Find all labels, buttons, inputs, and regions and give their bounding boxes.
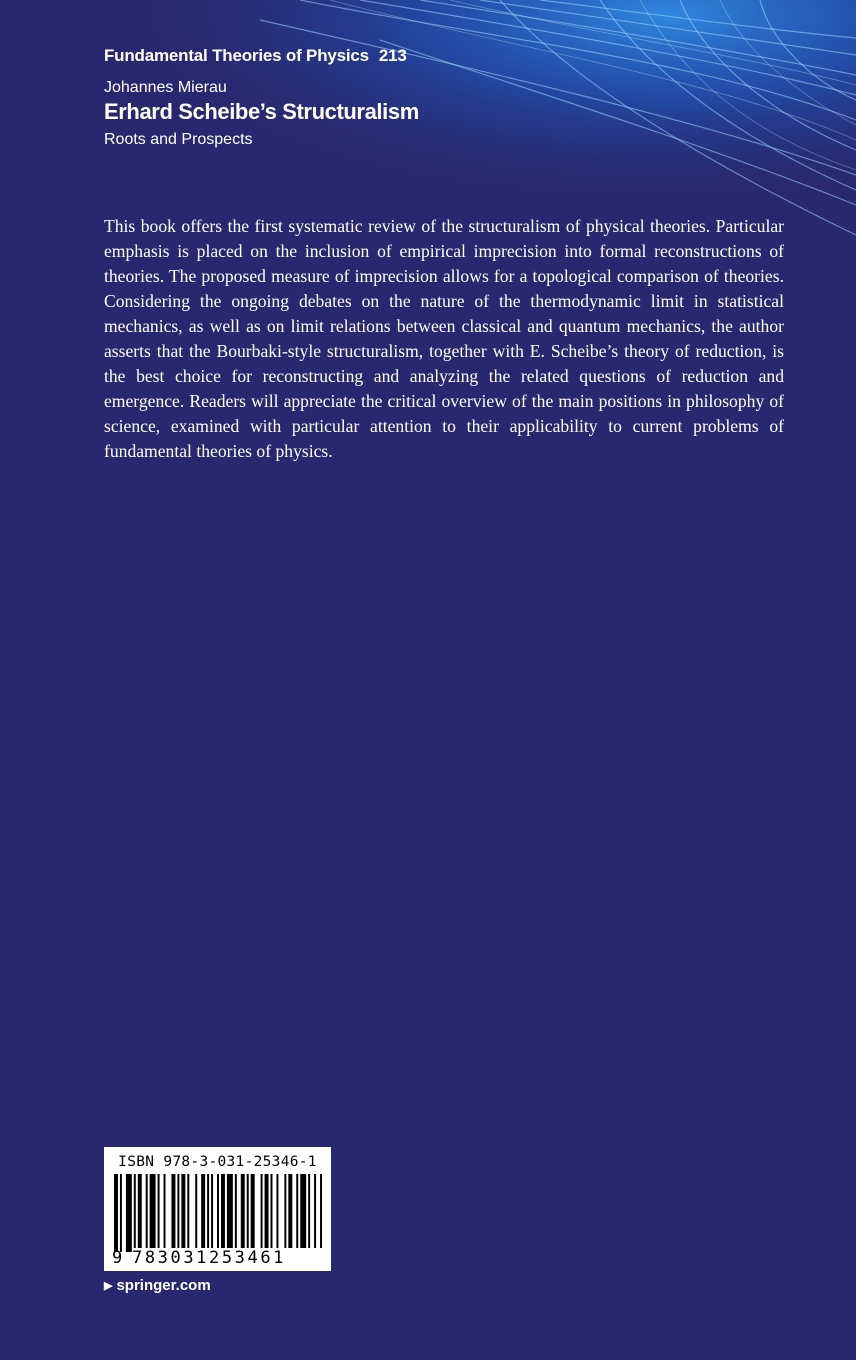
barcode-bar bbox=[308, 1174, 310, 1252]
barcode-bar bbox=[271, 1174, 273, 1252]
barcode-bar bbox=[114, 1174, 118, 1252]
publisher-website[interactable] bbox=[104, 1277, 211, 1294]
barcode-bar bbox=[247, 1174, 249, 1252]
barcode-bar bbox=[177, 1174, 179, 1252]
isbn-barcode bbox=[104, 1147, 331, 1271]
barcode-bar bbox=[201, 1174, 205, 1252]
barcode-bar bbox=[195, 1174, 197, 1252]
barcode-bar bbox=[265, 1174, 269, 1252]
barcode-bar bbox=[284, 1174, 286, 1252]
barcode-bar bbox=[150, 1174, 156, 1252]
website-label: springer.com bbox=[116, 1277, 211, 1294]
book-subtitle: Roots and Prospects bbox=[104, 131, 253, 148]
barcode-bar bbox=[221, 1174, 225, 1252]
barcode-bar bbox=[126, 1174, 132, 1252]
barcode-bars bbox=[114, 1174, 324, 1252]
barcode-digits: 783031253461 bbox=[132, 1248, 322, 1268]
barcode-bar bbox=[320, 1174, 322, 1252]
book-description: This book offers the first systematic review of the structuralism of physical theories. Particular emphasis is placed on the inclusion of empirical imprecision into formal reconstructions of theories. The proposed measure of imprecision allows for a topological comparison of theories. Considering the ongoing debates on the nature of the thermodynamic limit in statistical mechanics, as well as on limit relations between classical and quantum mechanics, the author asserts that the Bourbaki-style structuralism, together with E. Scheibe’s theory of reduction, is the best choice for reconstructing and analyzing the related questions of reduction and emergence. Readers will appreciate the critical overview of the main positions in philosophy of science, examined with particular attention to their applicability to current problems of fundamental theories of physics. bbox=[104, 216, 784, 461]
barcode-bar bbox=[241, 1174, 245, 1252]
triangle-right-icon: ▶ bbox=[104, 1280, 113, 1292]
barcode-bar bbox=[138, 1174, 142, 1252]
barcode-bar bbox=[296, 1174, 298, 1252]
isbn-label: ISBN 978-3-031-25346-1 bbox=[118, 1154, 317, 1170]
barcode-bar bbox=[171, 1174, 175, 1252]
series-number: 213 bbox=[378, 46, 407, 65]
barcode-bar bbox=[134, 1174, 136, 1252]
author-name: Johannes Mierau bbox=[104, 79, 227, 96]
book-title: Erhard Scheibe’s Structuralism bbox=[104, 99, 419, 124]
barcode-bar bbox=[146, 1174, 148, 1252]
barcode-bar bbox=[227, 1174, 233, 1252]
barcode-bar bbox=[288, 1174, 292, 1252]
barcode-bar bbox=[261, 1174, 263, 1252]
barcode-bar bbox=[120, 1174, 122, 1252]
barcode-bar bbox=[217, 1174, 219, 1252]
barcode-bar bbox=[207, 1174, 209, 1252]
barcode-bar bbox=[235, 1174, 237, 1252]
barcode-bar bbox=[276, 1174, 278, 1252]
barcode-bar bbox=[251, 1174, 255, 1252]
barcode-bar bbox=[164, 1174, 166, 1252]
barcode-first-digit: 9 bbox=[112, 1248, 123, 1268]
series-name: Fundamental Theories of Physics bbox=[104, 46, 369, 65]
series-line bbox=[104, 46, 419, 66]
barcode-bar bbox=[300, 1174, 306, 1252]
cover-header bbox=[104, 46, 419, 149]
barcode-bar bbox=[187, 1174, 189, 1252]
barcode-bar bbox=[314, 1174, 316, 1252]
barcode-bar bbox=[181, 1174, 185, 1252]
barcode-bar bbox=[158, 1174, 160, 1252]
barcode-bar bbox=[211, 1174, 213, 1252]
